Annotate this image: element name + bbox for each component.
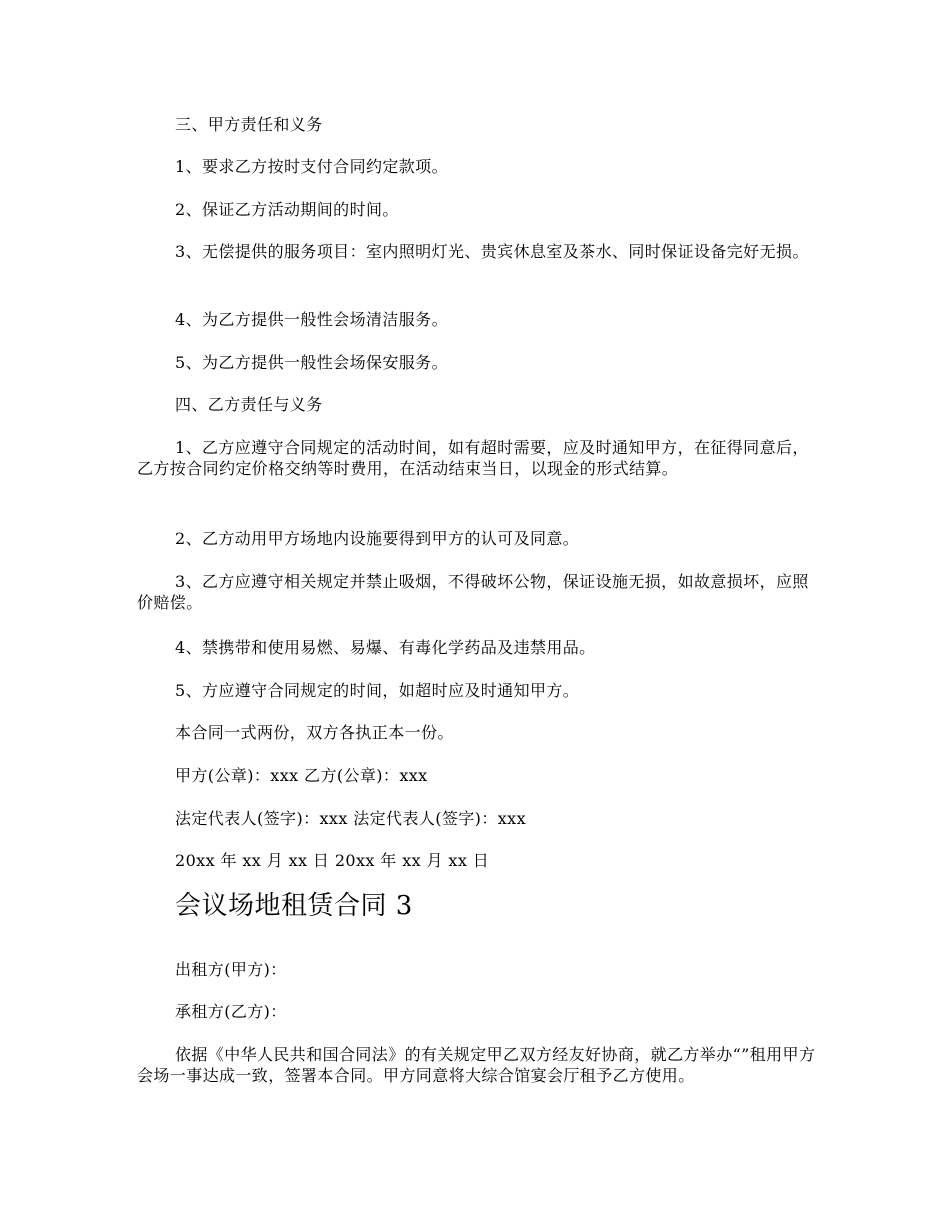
lessee-line: 承租方(乙方)： [175,1002,287,1021]
contract-3-intro: 依据《中华人民共和国合同法》的有关规定甲乙双方经友好协商，就乙方举办“”租用甲方会场一事达成一致，签署本合同。甲方同意将大综合馆宴会厅租予乙方使用。 [137,1045,816,1085]
section-4-item-3: 3、乙方应遵守相关规定并禁止吸烟，不得破坏公物，保证设施无损，如故意损坏，应照价赔偿。 [137,572,809,612]
section-3-item-1: 1、要求乙方按时支付合同约定款项。 [175,157,448,176]
section-4-item-1: 1、乙方应遵守合同规定的活动时间，如有超时需要，应及时通知甲方，在征得同意后，乙方按合同约定价格交纳等时费用，在活动结束当日，以现金的形式结算。 [137,438,809,478]
section-3-item-4: 4、为乙方提供一般性会场清洁服务。 [175,310,448,329]
section-3-item-3: 3、无偿提供的服务项目：室内照明灯光、贵宾休息室及茶水、同时保证设备完好无损。 [175,242,809,261]
section-4-heading: 四、乙方责任与义务 [175,395,323,414]
section-4-item-2: 2、乙方动用甲方场地内设施要得到甲方的认可及同意。 [175,529,580,548]
section-4-item-4: 4、禁携带和使用易燃、易爆、有毒化学药品及违禁用品。 [175,638,596,657]
section-3-item-5: 5、为乙方提供一般性会场保安服务。 [175,353,448,372]
contract-3-title: 会议场地租赁合同 3 [175,891,413,921]
party-seals: 甲方(公章)：xxx 乙方(公章)：xxx [175,766,428,785]
copies-statement: 本合同一式两份，双方各执正本一份。 [175,723,454,742]
section-3-heading: 三、甲方责任和义务 [175,115,323,134]
section-3-item-2: 2、保证乙方活动期间的时间。 [175,200,399,219]
lessor-line: 出租方(甲方)： [175,960,287,979]
representative-signatures: 法定代表人(签字)：xxx 法定代表人(签字)：xxx [175,809,526,828]
signing-dates: 20xx 年 xx 月 xx 日 20xx 年 xx 月 xx 日 [175,851,490,870]
section-4-item-5: 5、方应遵守合同规定的时间，如超时应及时通知甲方。 [175,681,580,700]
